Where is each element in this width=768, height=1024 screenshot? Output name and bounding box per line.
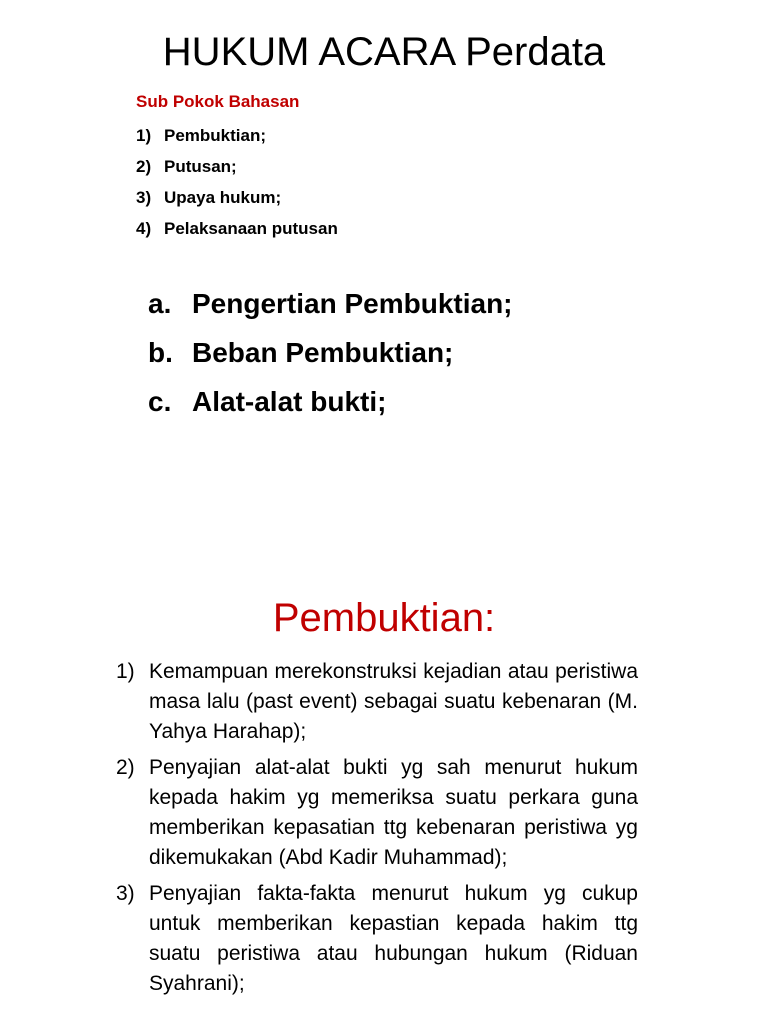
item-number: 3) [136,188,152,207]
list-item [136,151,338,182]
list-item [136,182,338,213]
item-text: Kemampuan merekonstruksi kejadian atau peristiwa masa lalu (past event) sebagai suatu kebenaran (M. Yahya Harahap); [149,660,638,743]
topic-list [148,279,513,426]
item-text: Pelaksanaan putusan [164,219,338,238]
list-item [136,213,338,244]
sub-topic-list [136,120,338,244]
item-number: 3) [116,882,135,905]
item-number: 1) [116,660,135,683]
slide-1-title: HUKUM ACARA Perdata [162,30,606,74]
item-letter: b. [148,337,173,368]
list-item [148,328,513,377]
item-number: 2) [116,756,135,779]
list-item [116,879,638,999]
item-text: Pembuktian; [164,126,267,145]
definition-list [116,657,638,1005]
list-item [148,377,513,426]
item-text: Penyajian fakta-fakta menurut hukum yg cukup untuk memberikan kepastian kepada hakim ttg suatu peristiwa atau hubungan hukum (Riduan Syahrani); [149,882,638,995]
list-item [148,279,513,328]
item-letter: c. [148,386,172,417]
item-number: 2) [136,157,152,176]
list-item [116,657,638,747]
slide-2-title: Pembuktian: [272,596,496,640]
item-text: Penyajian alat-alat bukti yg sah menurut hukum kepada hakim yg memeriksa suatu perkara guna memberikan kepasatian ttg kebenaran peristiwa yg dikemukakan (Abd Kadir Muhammad); [149,756,638,869]
item-letter: a. [148,288,172,319]
item-text: Alat-alat bukti; [192,386,387,417]
item-number: 4) [136,219,152,238]
item-text: Beban Pembuktian; [192,337,454,368]
sub-heading: Sub Pokok Bahasan [136,92,300,111]
item-text: Pengertian Pembuktian; [192,288,513,319]
item-text: Upaya hukum; [164,188,282,207]
list-item [136,120,338,151]
item-number: 1) [136,126,152,145]
item-text: Putusan; [164,157,237,176]
list-item [116,753,638,873]
slide-2 [0,512,768,1024]
